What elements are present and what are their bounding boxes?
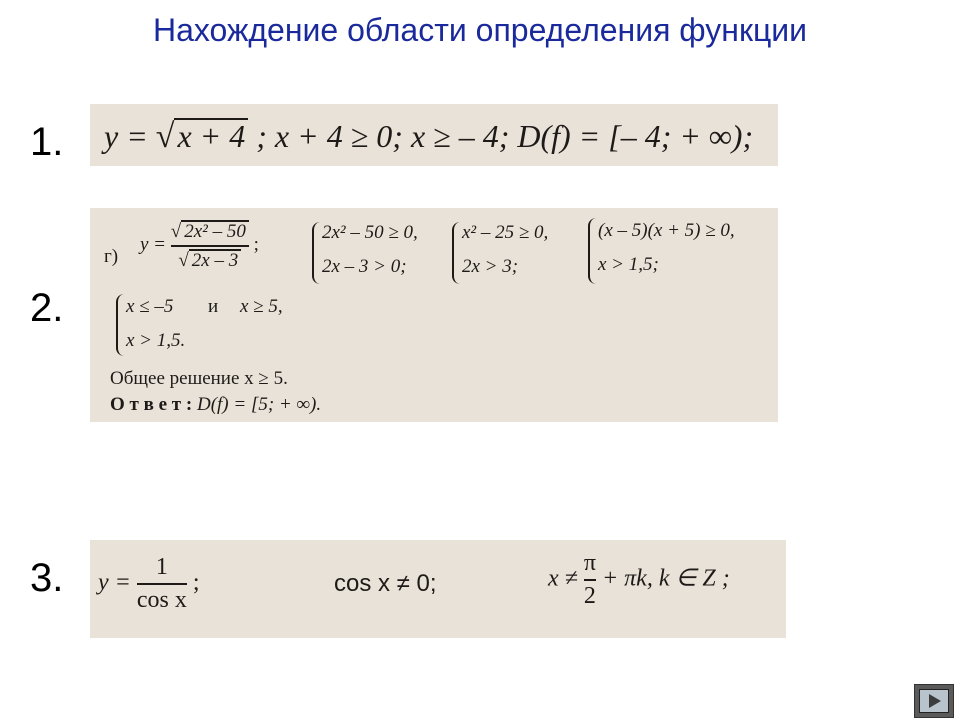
answer-label: О т в е т : [110, 394, 193, 415]
sys2-line1: x² – 25 ≥ 0, [462, 222, 549, 243]
ex2-semi: ; [253, 234, 259, 256]
example-2-image: г) y = $\frac{\text{√ 2x² – 50}}{√ 2x - 3}$ ; 2x² – 50 ≥ 0, 2x – 3 > 0; x² – 25 ≥ 0, 2x > 3; (x – 5)(x + 5) ≥ 0, x > 1,5; x ≤ –5 и x ≥ 5, x > 1,5. Общее решение x ≥ 5. О т в е т : D(f) = [5; + ∞). [90, 208, 778, 422]
sys1-line2: 2x – 3 > 0; [322, 256, 407, 277]
sys4-line2: x > 1,5. [126, 330, 186, 351]
item-number-1: 1. [30, 120, 64, 164]
ex2-y: y = [140, 234, 167, 256]
next-slide-button[interactable] [914, 684, 954, 718]
ex1-rest: ; x + 4 ≥ 0; x ≥ – 4; D(f) = [– 4; + ∞); [256, 118, 754, 154]
ex3-y: y = [98, 569, 131, 596]
sys4-brace [116, 294, 124, 356]
ex2-den-radicand: 2x – 3 [189, 249, 241, 270]
sys4-line1b: x ≥ 5, [240, 296, 283, 317]
ex2-label: г) [104, 246, 119, 267]
ex3-den: cos x [136, 586, 187, 613]
sys1-brace [312, 222, 320, 284]
ex3-sol-den: 2 [583, 582, 596, 609]
sys3-line2: x > 1,5; [598, 254, 659, 275]
sys4-and: и [208, 296, 219, 317]
ex2-num-radicand: 2x² – 50 [181, 220, 249, 241]
item-number-3: 3. [30, 556, 64, 600]
ex3-sol-b: + πk, k ∈ Z ; [601, 565, 730, 592]
ex3-sol-a: x ≠ [548, 565, 578, 592]
ex1-radicand: x + 4 [174, 118, 248, 152]
play-next-icon [927, 693, 943, 709]
ex3-sol-num: π [583, 550, 596, 576]
general-solution: Общее решение x ≥ 5. [110, 368, 288, 389]
sys2-line2: 2x > 3; [462, 256, 519, 277]
sys2-brace [452, 222, 460, 284]
sys3-line1: (x – 5)(x + 5) ≥ 0, [598, 220, 735, 241]
sys3-brace [588, 218, 596, 284]
example-3-image [90, 540, 786, 638]
ex3-semi: ; [192, 569, 200, 596]
sys1-line1: 2x² – 50 ≥ 0, [322, 222, 418, 243]
example-1-image: y = √x + 4 ; x + 4 ≥ 0; x ≥ – 4; D(f) = [– 4; + ∞); [90, 104, 778, 166]
ex3-condition: cos x ≠ 0; [334, 570, 437, 597]
answer-value: D(f) = [5; + ∞). [196, 394, 322, 415]
ex1-lead: y = [104, 118, 148, 154]
ex3-num: 1 [155, 554, 168, 580]
sys4-line1a: x ≤ –5 [126, 296, 174, 317]
page-title: Нахождение области определения функции [152, 12, 808, 48]
item-number-2: 2. [30, 286, 64, 330]
